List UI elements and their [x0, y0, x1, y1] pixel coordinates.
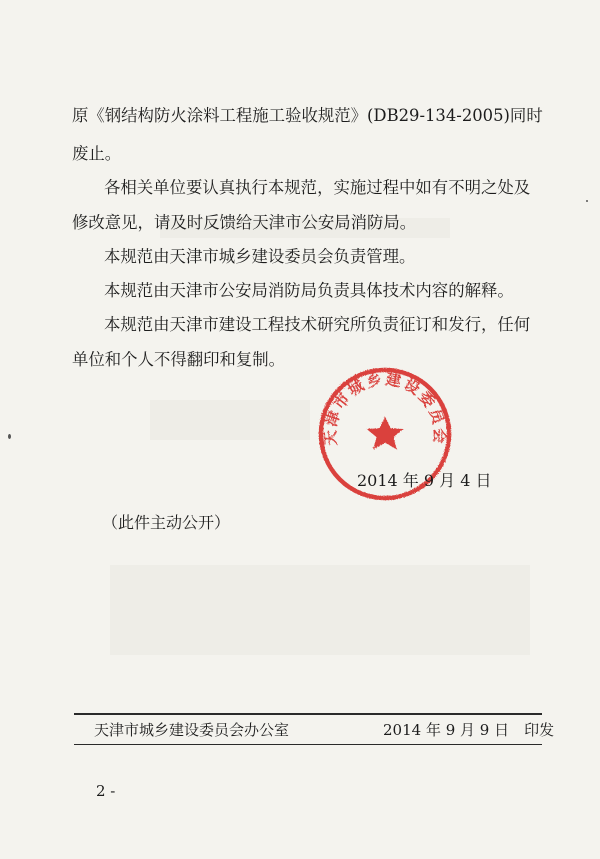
footer-top-rule	[74, 713, 542, 715]
scan-shadow	[150, 400, 310, 440]
seal-star-icon	[367, 416, 404, 449]
paragraph-1-line-2	[0, 142, 600, 166]
body-text: 单位和个人不得翻印和复制。	[72, 350, 286, 369]
footer-issue-date: 2014 年 9 月 9 日 印发	[383, 721, 555, 739]
paragraph-3-line-1	[0, 245, 600, 269]
paragraph-4-line-1	[0, 279, 600, 303]
body-text: 修改意见，请及时反馈给天津市公安局消防局。	[72, 213, 417, 232]
body-text: 本规范由天津市公安局消防局负责具体技术内容的解释。	[104, 281, 514, 300]
seal-text: 天津市城乡建设委员会	[321, 370, 449, 447]
body-text: 废止。	[72, 144, 122, 163]
footer-issuer: 天津市城乡建设委员会办公室	[94, 721, 290, 739]
body-text: 原《钢结构防火涂料工程施工验收规范》(DB29-134-2005)同时	[72, 106, 543, 125]
scan-speck	[8, 434, 11, 439]
body-text: 本规范由天津市建设工程技术研究所负责征订和发行，任何	[104, 315, 531, 334]
scan-shadow	[110, 565, 530, 655]
public-notice: （此件主动公开）	[102, 513, 231, 532]
signature-date: 2014 年 9 月 4 日	[357, 471, 492, 490]
paragraph-1-line-1	[0, 104, 600, 128]
body-text: 各相关单位要认真执行本规范，实施过程中如有不明之处及	[104, 178, 531, 197]
paragraph-2-line-2	[0, 211, 600, 235]
paragraph-2-line-1	[0, 176, 600, 200]
paragraph-5-line-1	[0, 313, 600, 337]
paragraph-5-line-2	[0, 348, 600, 372]
scan-speck	[586, 200, 588, 202]
page-number: 2 -	[96, 782, 116, 800]
body-text: 本规范由天津市城乡建设委员会负责管理。	[104, 247, 416, 266]
footer-bottom-rule	[74, 744, 542, 745]
